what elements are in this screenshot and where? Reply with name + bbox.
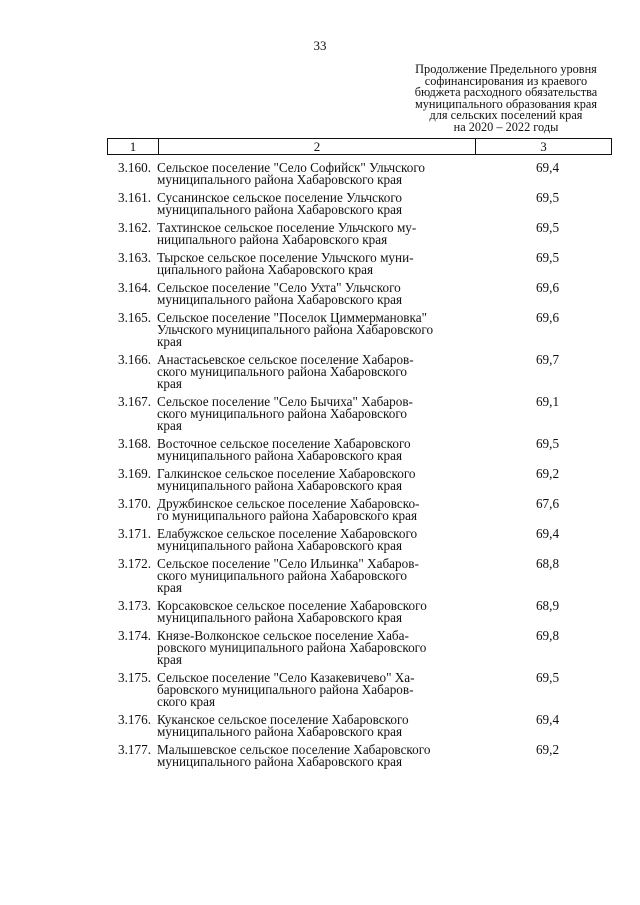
- settlement-name-line: ципального района Хабаровского края: [157, 262, 374, 277]
- settlement-name-line: муниципального района Хабаровского края: [157, 448, 403, 463]
- settlement-name-line: Малышевское сельское поселение Хабаровского: [157, 742, 431, 757]
- table-row: [107, 282, 612, 306]
- table-row: [107, 252, 612, 276]
- row-number: 3.162.: [118, 220, 151, 235]
- column-header-value: 3: [540, 139, 547, 154]
- row-number: 3.164.: [118, 280, 151, 295]
- settlement-name-line: муниципального района Хабаровского края: [157, 478, 403, 493]
- row-settlement-name: [157, 714, 473, 738]
- row-cofinancing-value: 69,4: [535, 712, 560, 727]
- table-row: [107, 528, 612, 552]
- row-cofinancing-value: 68,8: [535, 556, 560, 571]
- row-number: 3.177.: [118, 742, 151, 757]
- settlement-name-line: Куканское сельское поселение Хабаровского: [157, 712, 409, 727]
- settlement-name-line: Дружбинское сельское поселение Хабаровско-: [157, 496, 420, 511]
- table-row: [107, 558, 612, 594]
- settlement-name-line: Галкинское сельское поселение Хабаровского: [157, 466, 416, 481]
- row-cofinancing-value: 69,2: [535, 466, 560, 481]
- row-number: 3.171.: [118, 526, 151, 541]
- settlement-name-line: Сельское поселение "Поселок Циммермановка": [157, 310, 427, 325]
- row-number: 3.173.: [118, 598, 151, 613]
- settlement-name-line: го муниципального района Хабаровского края: [157, 508, 418, 523]
- row-number: 3.172.: [118, 556, 151, 571]
- row-number: 3.169.: [118, 466, 151, 481]
- table-caption: [392, 64, 620, 134]
- table-row: [107, 468, 612, 492]
- row-cofinancing-value: 69,7: [535, 352, 560, 367]
- settlement-name-line: ского муниципального района Хабаровского: [157, 406, 408, 421]
- caption-line: муниципального образования края: [414, 96, 597, 111]
- row-settlement-name: [157, 744, 473, 768]
- row-number: 3.175.: [118, 670, 151, 685]
- settlement-name-line: ского муниципального района Хабаровского: [157, 364, 408, 379]
- row-number: 3.176.: [118, 712, 151, 727]
- row-number: 3.166.: [118, 352, 151, 367]
- settlement-name-line: муниципального района Хабаровского края: [157, 172, 403, 187]
- caption-line: для сельских поселений края: [429, 108, 583, 123]
- row-settlement-name: [157, 498, 473, 522]
- table-body: [107, 162, 612, 768]
- row-settlement-name: [157, 528, 473, 552]
- settlement-name-line: Князе-Волконское сельское поселение Хаба-: [157, 628, 409, 643]
- row-settlement-name: [157, 222, 473, 246]
- settlement-name-line: Сельское поселение "Село Бычиха" Хабаров-: [157, 394, 413, 409]
- page-number: 33: [313, 38, 327, 53]
- table-row: [107, 600, 612, 624]
- row-settlement-name: [157, 630, 473, 666]
- row-settlement-name: [157, 396, 473, 432]
- settlement-name-line: Восточное сельское поселение Хабаровского: [157, 436, 411, 451]
- table-row: [107, 312, 612, 348]
- row-cofinancing-value: 69,4: [535, 526, 560, 541]
- row-number: 3.174.: [118, 628, 151, 643]
- caption-line: бюджета расходного обязательства: [414, 85, 598, 100]
- settlement-name-line: Елабужское сельское поселение Хабаровского: [157, 526, 418, 541]
- settlement-name-line: Анастасьевское сельское поселение Хабаров-: [157, 352, 414, 367]
- settlement-name-line: края: [157, 652, 182, 667]
- settlement-name-line: Ульчского муниципального района Хабаровского: [157, 322, 434, 337]
- row-settlement-name: [157, 282, 473, 306]
- settlement-name-line: Тырское сельское поселение Ульчского муни-: [157, 250, 414, 265]
- row-cofinancing-value: 69,6: [535, 280, 560, 295]
- settlement-name-line: муниципального района Хабаровского края: [157, 754, 403, 769]
- row-settlement-name: [157, 312, 473, 348]
- row-cofinancing-value: 69,6: [535, 310, 560, 325]
- settlement-name-line: Корсаковское сельское поселение Хабаровского: [157, 598, 427, 613]
- settlement-name-line: муниципального района Хабаровского края: [157, 202, 403, 217]
- row-cofinancing-value: 69,2: [535, 742, 560, 757]
- column-header-number: 1: [108, 139, 159, 154]
- table-row: [107, 162, 612, 186]
- settlement-name-line: муниципального района Хабаровского края: [157, 538, 403, 553]
- row-cofinancing-value: 69,1: [535, 394, 560, 409]
- settlement-name-line: муниципального района Хабаровского края: [157, 292, 403, 307]
- table-row: [107, 672, 612, 708]
- row-cofinancing-value: 69,5: [535, 190, 560, 205]
- row-settlement-name: [157, 162, 473, 186]
- settlement-name-line: муниципального района Хабаровского края: [157, 724, 403, 739]
- settlement-name-line: муниципального района Хабаровского края: [157, 610, 403, 625]
- row-number: 3.168.: [118, 436, 151, 451]
- row-settlement-name: [157, 354, 473, 390]
- row-settlement-name: [157, 468, 473, 492]
- table-row: [107, 192, 612, 216]
- row-settlement-name: [157, 192, 473, 216]
- settlement-name-line: Сельское поселение "Село Софийск" Ульчского: [157, 160, 426, 175]
- row-cofinancing-value: 69,5: [535, 670, 560, 685]
- settlement-name-line: ского муниципального района Хабаровского: [157, 568, 408, 583]
- settlement-name-line: ского края: [157, 694, 216, 709]
- row-number: 3.163.: [118, 250, 151, 265]
- settlement-name-line: Сельское поселение "Село Ухта" Ульчского: [157, 280, 401, 295]
- table-row: [107, 354, 612, 390]
- caption-line: Продолжение Предельного уровня: [415, 62, 597, 76]
- table-row: [107, 222, 612, 246]
- row-cofinancing-value: 69,5: [535, 220, 560, 235]
- row-cofinancing-value: 69,5: [535, 436, 560, 451]
- settlement-name-line: края: [157, 376, 182, 391]
- settlement-name-line: ровского муниципального района Хабаровского: [157, 640, 427, 655]
- table-row: [107, 714, 612, 738]
- allocation-table: [107, 138, 612, 774]
- caption-line: на 2020 – 2022 годы: [453, 119, 559, 134]
- caption-line: софинансирования из краевого: [424, 73, 588, 88]
- row-settlement-name: [157, 438, 473, 462]
- settlement-name-line: баровского муниципального района Хабаров-: [157, 682, 414, 697]
- row-number: 3.167.: [118, 394, 151, 409]
- settlement-name-line: края: [157, 580, 182, 595]
- settlement-name-line: Сусанинское сельское поселение Ульчского: [157, 190, 403, 205]
- table-header-row: [107, 138, 612, 155]
- table-row: [107, 630, 612, 666]
- row-number: 3.165.: [118, 310, 151, 325]
- settlement-name-line: Сельское поселение "Село Казакевичево" Ха-: [157, 670, 415, 685]
- row-number: 3.170.: [118, 496, 151, 511]
- table-row: [107, 438, 612, 462]
- row-number: 3.161.: [118, 190, 151, 205]
- row-number: 3.160.: [118, 160, 151, 175]
- settlement-name-line: Сельское поселение "Село Ильинка" Хабаров-: [157, 556, 419, 571]
- row-cofinancing-value: 67,6: [535, 496, 560, 511]
- row-settlement-name: [157, 252, 473, 276]
- settlement-name-line: края: [157, 334, 182, 349]
- settlement-name-line: Тахтинское сельское поселение Ульчского му-: [157, 220, 417, 235]
- row-cofinancing-value: 68,9: [535, 598, 560, 613]
- row-cofinancing-value: 69,4: [535, 160, 560, 175]
- settlement-name-line: ниципального района Хабаровского края: [157, 232, 388, 247]
- row-cofinancing-value: 69,8: [535, 628, 560, 643]
- table-row: [107, 744, 612, 768]
- row-settlement-name: [157, 558, 473, 594]
- settlement-name-line: края: [157, 418, 182, 433]
- row-settlement-name: [157, 600, 473, 624]
- table-row: [107, 396, 612, 432]
- column-header-name: 2: [159, 139, 476, 154]
- table-row: [107, 498, 612, 522]
- row-settlement-name: [157, 672, 473, 708]
- row-cofinancing-value: 69,5: [535, 250, 560, 265]
